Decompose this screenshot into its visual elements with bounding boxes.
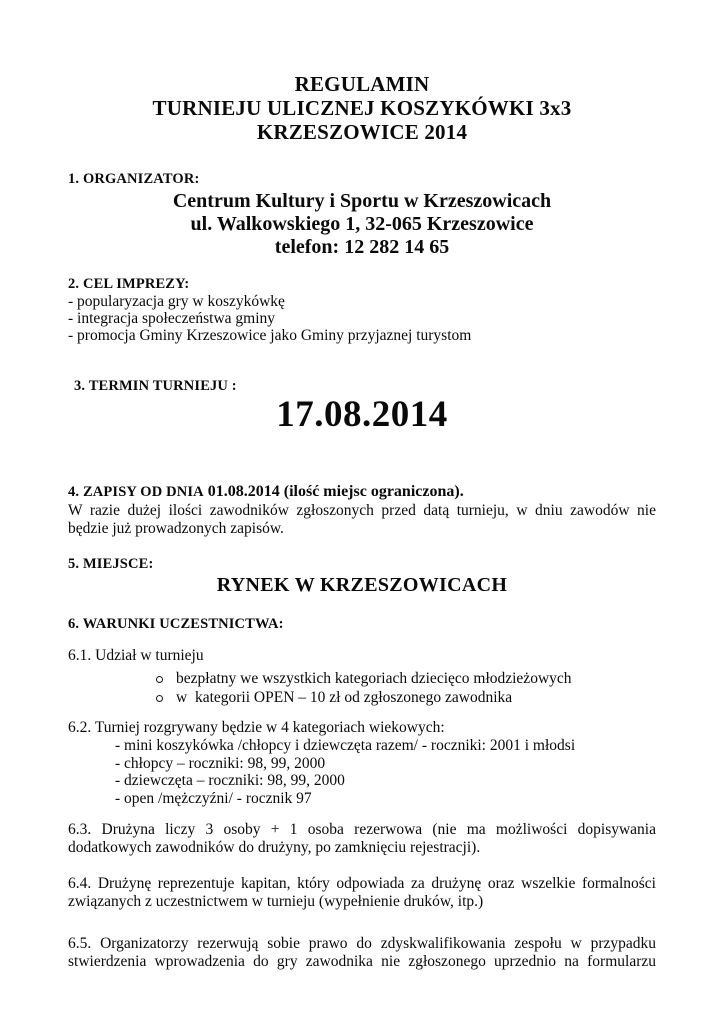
rule-6-2-intro: 6.2. Turniej rozgrywany będzie w 4 kategoriach wiekowych: — [68, 719, 445, 736]
category-item-4: - open /mężczyźni/ - rocznik 97 — [115, 789, 312, 807]
tournament-date: 17.08.2014 — [276, 394, 448, 435]
section-4-heading-label: 4. ZAPISY OD DNIA — [68, 484, 204, 500]
organizer-phone: telefon: 12 282 14 65 — [274, 236, 450, 258]
fee-bullet-text: w kategorii OPEN – 10 zł od zgłoszonego zawodnika — [176, 689, 513, 706]
goal-item-2: - integracja społeczeństwa gminy — [68, 310, 276, 327]
title-line-1: REGULAMIN — [294, 72, 430, 96]
section-6-heading: 6. WARUNKI UCZESTNICTWA: — [68, 616, 284, 632]
goal-item-1: - popularyzacja gry w koszykówkę — [68, 293, 285, 310]
fee-bullet-row — [68, 688, 656, 707]
registration-note: W razie dużej ilości zawodników zgłoszonych przed datą turnieju, w dniu zawodów nie będzie już prowadzonych zapisów. — [68, 502, 656, 537]
section-1-heading: 1. ORGANIZATOR: — [68, 171, 200, 187]
category-item-2: - chłopcy – roczniki: 98, 99, 2000 — [115, 754, 326, 772]
venue-name: RYNEK W KRZESZOWICACH — [216, 574, 508, 596]
organizer-name: Centrum Kultury i Sportu w Krzeszowicach — [172, 190, 552, 212]
title-line-3: KRZESZOWICE 2014 — [256, 120, 468, 144]
category-item-3: - dziewczęta – roczniki: 98, 99, 2000 — [115, 772, 345, 789]
circle-bullet-icon — [156, 695, 163, 702]
rule-6-3: 6.3. Drużyna liczy 3 osoby + 1 osoba rezerwowa (nie ma możliwości dopisywania dodatkowych zawodników do drużyny, po zamknięciu rejestracji). — [68, 821, 656, 856]
goal-list — [68, 293, 656, 344]
circle-bullet-icon — [156, 676, 163, 683]
rule-6-4: 6.4. Drużynę reprezentuje kapitan, który odpowiada za drużynę oraz wszelkie formalności związanych z uczestnictwem w turnieju (wypełnienie druków, itp.) — [68, 875, 656, 910]
rule-6-5: 6.5. Organizatorzy rezerwują sobie prawo do zdyskwalifikowania zespołu w przypadku stwierdzenia wprowadzenia do gry zawodnika nie zgłoszonego uprzednio na formularzu — [68, 935, 656, 970]
section-4-heading-detail: 01.08.2014 (ilość miejsc ograniczona). — [207, 483, 464, 500]
organizer-address: ul. Walkowskiego 1, 32-065 Krzeszowice — [190, 213, 534, 235]
organizer-block — [68, 190, 656, 259]
fee-bullet-text: bezpłatny we wszystkich kategoriach dziecięco młodzieżowych — [176, 670, 572, 687]
section-5-heading: 5. MIEJSCE: — [68, 556, 154, 572]
section-4-heading — [68, 482, 656, 502]
document-title — [68, 72, 656, 144]
fee-bullet-row — [68, 669, 656, 688]
rule-6-1-intro: 6.1. Udział w turnieju — [68, 647, 204, 664]
goal-item-3: - promocja Gminy Krzeszowice jako Gminy przyjaznej turystom — [68, 327, 472, 344]
rule-6-1-bullets — [68, 669, 656, 707]
category-item-1: - mini koszykówka /chłopcy i dziewczęta razem/ - roczniki: 2001 i młodsi — [115, 737, 576, 754]
title-line-2: TURNIEJU ULICZNEJ KOSZYKÓWKI 3x3 — [152, 96, 572, 120]
section-2-heading: 2. CEL IMPREZY: — [68, 276, 190, 292]
section-3-heading: 3. TERMIN TURNIEJU : — [74, 378, 237, 394]
rule-6-2-categories — [68, 737, 656, 807]
